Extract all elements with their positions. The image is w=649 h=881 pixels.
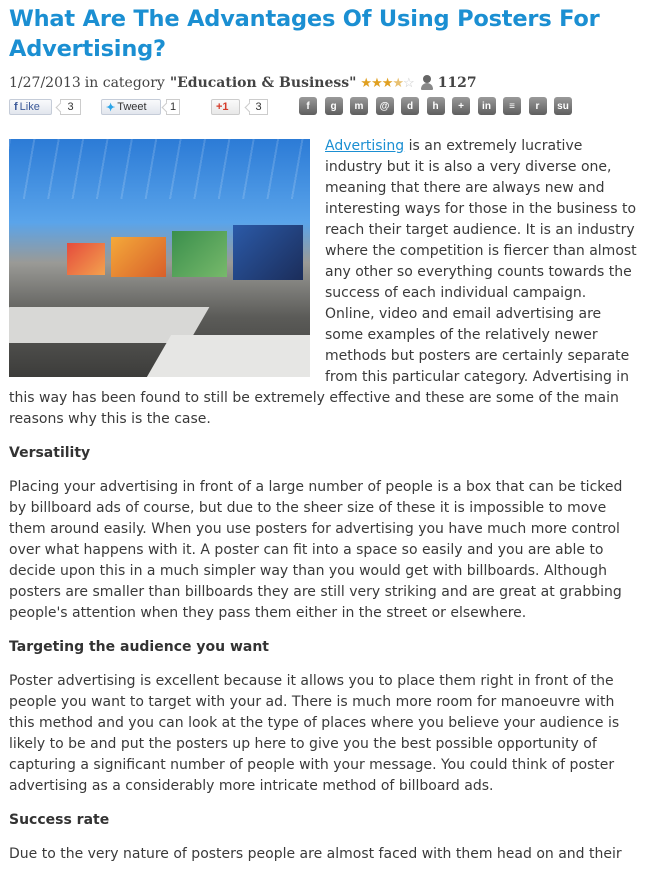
- photo-roof: [9, 139, 310, 199]
- photo-billboard: [172, 231, 227, 277]
- section-heading: Success rate: [9, 812, 110, 828]
- social-icons: [299, 97, 580, 115]
- section-paragraph: Poster advertising is excellent because it allows you to place them right in front of the people you want to target with your ad. There is much more room for manoeuvre with this method and you can look at the type of places where you believe your audience is likely to be and put the posters up here to give you the best possible opportunity of capturing a significant number of people with your message. You could think of poster advertising as a considerably more intricate method of billboard ads.: [9, 673, 620, 794]
- google-icon[interactable]: g: [325, 97, 343, 115]
- section-paragraph: Due to the very nature of posters people are almost faced with them head on and their: [9, 846, 622, 862]
- rating-stars[interactable]: [360, 76, 413, 91]
- share-bar: [9, 97, 639, 117]
- tweet-count: 1: [166, 99, 180, 115]
- section-heading: Targeting the audience you want: [9, 639, 269, 655]
- photo-billboard: [233, 225, 303, 280]
- myspace-icon[interactable]: m: [350, 97, 368, 115]
- article: [9, 0, 639, 878]
- star-icon[interactable]: ★: [360, 75, 372, 91]
- like-count: 3: [60, 99, 81, 115]
- photo-bench: [147, 335, 310, 377]
- like-label: Like: [19, 101, 40, 113]
- star-icon[interactable]: ★: [381, 75, 393, 91]
- linkedin-icon[interactable]: in: [478, 97, 496, 115]
- article-meta: [9, 72, 639, 94]
- article-photo: [9, 139, 310, 377]
- category-link[interactable]: "Education & Business": [169, 75, 357, 91]
- photo-billboard: [111, 237, 166, 277]
- stumbleupon-icon[interactable]: su: [554, 97, 572, 115]
- facebook-like-button[interactable]: [9, 99, 52, 115]
- facebook-icon[interactable]: f: [299, 97, 317, 115]
- section-heading: Versatility: [9, 445, 91, 461]
- photo-billboard: [67, 243, 105, 275]
- section-paragraph: Placing your advertising in front of a large number of people is a box that can be ticked by billboard ads of course, but due to the sheer size of these it is impossible to move them around easily. When you use posters for advertising you have much more control over what happens with it. A poster can fit into a space so easily and you are able to decide upon this in a much simpler way than you would get with billboards. Although posters are smaller than billboards they are still very striking and are great at grabbing people's attention when they pass them either in the street or elsewhere.: [9, 479, 623, 621]
- advertising-link[interactable]: Advertising: [325, 138, 405, 154]
- plus-icon[interactable]: +: [452, 97, 470, 115]
- article-body: [9, 136, 639, 865]
- star-half-icon[interactable]: ★: [392, 75, 404, 91]
- star-empty-icon[interactable]: ☆: [403, 75, 414, 91]
- google-plus-button[interactable]: +1: [211, 99, 240, 115]
- gplus-count: 3: [249, 99, 268, 115]
- delicious-icon[interactable]: d: [401, 97, 419, 115]
- intro-text: is an extremely lucrative industry but it is also a very diverse one, meaning that there are always new and interesting ways for those in the business to reach their target audience. It is an industry where the competition is fiercer than almost any other so everything counts towards the success of each individual campaign. Online, video and email advertising are some examples of the relatively newer methods but posters are certainly separate from this particular category. Advertising in this way has been found to still be extremely effective and these are some of the main reasons why this is the case.: [9, 138, 637, 427]
- reddit-icon[interactable]: r: [529, 97, 547, 115]
- star-icon[interactable]: ★: [371, 75, 382, 91]
- view-count: 1127: [437, 75, 477, 91]
- user-icon: [420, 75, 434, 91]
- facebook-icon: f: [14, 101, 18, 113]
- article-title: What Are The Advantages Of Using Posters For Advertising?: [9, 6, 600, 62]
- hi5-icon[interactable]: h: [427, 97, 445, 115]
- stumble-icon[interactable]: @: [376, 97, 394, 115]
- category-prefix: in category: [84, 75, 165, 91]
- twitter-bird-icon: ✦: [106, 101, 116, 114]
- tweet-button[interactable]: [101, 99, 161, 115]
- digg-icon[interactable]: ≡: [503, 97, 521, 115]
- article-date: 1/27/2013: [9, 75, 81, 91]
- tweet-label: Tweet: [117, 101, 147, 113]
